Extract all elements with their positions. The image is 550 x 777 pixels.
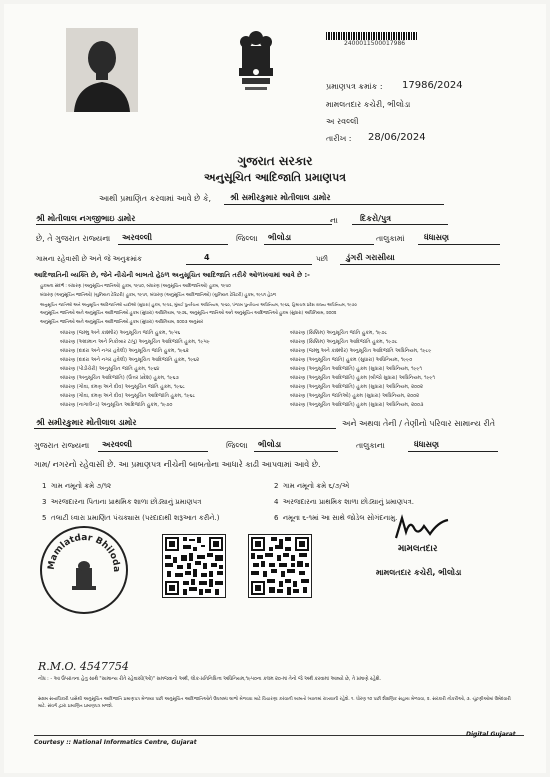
order-right: બંધારણ (અનુસૂચિત જાતિઓ) હુકમ (સુધારા) અધિનિયમ, ૨૦૦૨ bbox=[290, 393, 420, 399]
order-right: બંધારણ (અનુસૂચિત આદિજાતિ) હુકમ (સુધારા) અધિનિયમ, ૨૦૦૨ bbox=[290, 384, 423, 390]
order-line: બંધારણ (અનુસૂચિત જાતિઓ) (યુનિયન ટેરિટરી) હુકમ, ૧૯૫૧, બંધારણ (અનુસૂચિત આદિજાતિઓ) (યુનિયન ટેરિટરી) હુકમ, ૧૯૫૧ હેઠળ bbox=[40, 293, 277, 298]
basis-text: તલાટી ધ્વારા પ્રમાણિત પંચક્યાસ (પરદાદાથી શરૂઆત કરીને.) bbox=[50, 514, 220, 522]
basis-num: 6 bbox=[274, 514, 279, 522]
footer-note: નોંધ : - આ ઉપરાંતના હેતુ સાથે "સામાન્ય રીતે રહેવાસી(ઓ)" સમજવાનો અર્થ, લોક-પ્રતિનિધિત્વ અધિનિયમ,૧૯૫૦ના કલમ ૨૦-માં તેનો જે અર્થ કરવામાં આવ્યો છે, તે પ્રમાણે રહેશે. bbox=[38, 677, 382, 682]
basis-num: 3 bbox=[42, 498, 47, 506]
basis-item bbox=[42, 514, 219, 523]
order-line: હુકમના સંદર્ભ : બંધારણ (અનુસૂચિત જાતિઓ) હુકમ, ૧૯૫૦, બંધારણ (અનુસૂચિત આદિજાતિઓ) હુકમ, ૧૯૫૦ bbox=[40, 284, 231, 289]
of-label: ના bbox=[330, 216, 338, 225]
order-line: અનુસૂચિત જાતિઓ અને અનુસૂચિત આદિજાતિઓ યાદીઓ (સુધારા) હુકમ, ૧૯૫૬, મુંબઈ પુનર્રચના અધિનિયમ, ૧૯૬૦, પંજાબ પુનર્રચના અધિનિયમ, ૧૯૬૬, હિમાચલ પ્રદેશ રાજ્ય અધિનિયમ, ૧૯૭૦ bbox=[40, 302, 357, 307]
intro-text: આથી પ્રમાણિત કરવામાં આવે છે કે, bbox=[99, 194, 212, 203]
basis-text: અરજદારના પિતાના પ્રાથમિક શાળા છોડ્યાનું પ્રમાણપત્ર bbox=[50, 498, 202, 506]
district-label-2: જિલ્લા bbox=[226, 441, 248, 450]
taluka-label-2: તાલુકાના bbox=[356, 441, 385, 450]
barcode-number: 2400011500017986 bbox=[344, 40, 406, 47]
seal-text: Mamlatdar Bhiloda bbox=[46, 532, 122, 573]
basis-text: ગામ નમૂનો ક્રમે ૭/૧૨ bbox=[50, 482, 112, 490]
basis-num: 2 bbox=[274, 482, 279, 490]
signature-mark bbox=[392, 514, 452, 544]
order-left: બંધારણ (ગોવા, દમણ અને દીવ) અનુસૂચિત આદિજાતિ હુકમ, ૧૯૬૮ bbox=[60, 393, 196, 399]
order-line: અનુસૂચિત જાતિઓ અને અનુસૂચિત આદિજાતિઓ હુકમ (સુધારા) અધિનિયમ, ૨૦૦૩ અનુસાર bbox=[40, 320, 204, 325]
government-title: ગુજરાત સરકાર bbox=[237, 154, 313, 168]
certificate-title: અનુસૂચિત આદિજાતિ પ્રમાણપત્ર bbox=[203, 171, 347, 184]
taluka-underline bbox=[264, 233, 374, 245]
order-left: બંધારણ (ગોવા, દમણ અને દીવ) અનુસૂચિત જાતિ હુકમ, ૧૯૬૮ bbox=[60, 384, 185, 390]
applicant-name-repeat: શ્રી સમીરકુમાર મોતીલાલ ડામોર bbox=[36, 418, 137, 427]
village: ધંધાસણ bbox=[424, 233, 450, 242]
order-right: બંધારણ (સિક્કિમ) અનુસૂચિત આદિજાતિ હુકમ, ૧૯૭૮ bbox=[290, 339, 398, 345]
basis-text: અરજદારના પ્રાથમિક શાળા છોડ્યાનું પ્રમાણપત્ર. bbox=[282, 498, 415, 506]
village-2: ધંધાસણ bbox=[414, 440, 440, 449]
order-left: બંધારણ (નાગાલેન્ડ) અનુસૂચિત આદિજાતિ હુકમ, ૧૯૭૦ bbox=[60, 402, 173, 408]
district-2: અરવલ્લી bbox=[102, 440, 133, 449]
barcode bbox=[326, 32, 418, 40]
order-right: બંધારણ (અનુસૂચિત આદિજાતિ) હુકમ (બીજો સુધારા) અધિનિયમ, ૧૯૯૧ bbox=[290, 375, 435, 381]
order-left: બંધારણ (પોંડીચેરી) અનુસૂચિત જાતિ હુકમ, ૧૯૬૪ bbox=[60, 366, 160, 372]
basis-text: ગામ નમૂનો ક્રમે ૬/૭/એ bbox=[282, 482, 350, 490]
serial-number: 4 bbox=[204, 253, 210, 262]
order-left: બંધારણ (દાદરા અને નગર હવેલી) અનુસૂચિત આદિજાતિ હુકમ, ૧૯૬૨ bbox=[60, 357, 200, 363]
village-label: ગામના રહેવાસી છે અને જે અનુક્રમાંક bbox=[36, 255, 142, 263]
national-emblem-icon bbox=[236, 28, 276, 98]
place-name: અ રવલ્લી bbox=[326, 117, 359, 126]
order-left: બંધારણ (અંદામાન અને નિકોબાર ટાપુ) અનુસૂચિત આદિજાતિ હુકમ, ૧૯૫૯ bbox=[60, 339, 210, 345]
order-right: બંધારણ (અનુસૂચિત જાતિ) હુકમ (સુધારા) અધિનિયમ, ૧૯૯૦ bbox=[290, 357, 413, 363]
taluka: ભીલોડા bbox=[268, 233, 292, 242]
recognized-text: આદિજાતિની વ્યક્તિ છે, જેને નીચેની બાબતો હેઠળ અનુસૂચિત આદિજાતિ તરીકે ઓળખવામાં આવે છે :- bbox=[34, 271, 310, 279]
certificate-number-label: પ્રમાણપત્ર ક્રમાંક : bbox=[326, 82, 383, 91]
village2-underline bbox=[408, 440, 498, 452]
serial-underline bbox=[186, 253, 312, 265]
order-right: બંધારણ (અનુસૂચિત આદિજાતિ) હુકમ (સુધારા) અધિનિયમ, ૧૯૯૧ bbox=[290, 366, 422, 372]
village-underline bbox=[418, 233, 500, 245]
tribe-label: પછી bbox=[316, 255, 328, 263]
certificate-page bbox=[4, 4, 546, 773]
district-underline bbox=[118, 233, 228, 245]
taluka2-underline bbox=[254, 440, 338, 452]
order-left: બંધારણ (અનુસૂચિત આદિજાતિ) (ઉત્તર પ્રદેશ) હુકમ, ૧૯૬૭ bbox=[60, 375, 179, 381]
footer-paragraph: સક્ષમ સત્તાધિકારી પાસેથી અનુસૂચિત આદિજાતિ પ્રમાણપત્ર મેળવ્યા પછી અનુસૂચિત આદિજાતિઓને ઉપલબ્ધ લાભો મેળવવા માટે વિચારણા કરવાની બાબતો ધ્યાનમાં રાખવાની રહેશે. ૧. ધોરણ ૧૦ પછી શૈક્ષણિક સહાય મેળવવા, ૨. સરકારી નોકરીઓ, ૩. ચૂંટણીઓમાં ઉમેદવારી માટે. સંવર્ગ દ્વારા પ્રમાણિત પ્રમાણપત્ર મળશે. bbox=[38, 697, 511, 709]
taluka-label: તાલુકામાં bbox=[376, 234, 405, 243]
date-label: તારીખ : bbox=[326, 134, 352, 143]
issue-date: 28/06/2024 bbox=[368, 132, 426, 143]
district-label: જિલ્લા bbox=[236, 234, 258, 243]
applicant-name: શ્રી સમીરકુમાર મોતીલાલ ડામોર bbox=[230, 193, 331, 202]
father-underline bbox=[36, 213, 332, 225]
basis-item bbox=[42, 498, 201, 507]
basis-text: નમૂના ૬-૧માં આ સાથે જોડેલ સોગંદનામુ. bbox=[282, 514, 398, 522]
office-name: મામલતદાર કચેરી, ભીલોડા bbox=[326, 100, 411, 109]
taluka-2: ભીલોડા bbox=[258, 440, 282, 449]
qr-code bbox=[162, 534, 226, 598]
signatory-title: મામલતદાર bbox=[398, 544, 438, 554]
basis-item bbox=[274, 482, 349, 491]
handwritten-note: R.M.O. 4547754 bbox=[38, 660, 129, 673]
name-underline bbox=[224, 193, 444, 205]
order-right: બંધારણ (જમ્મુ અને કાશ્મીર) અનુસૂચિત આદિજાતિ અધિનિયમ, ૧૯૮૯ bbox=[290, 348, 432, 354]
relation: દિકરો/પુત્ર bbox=[360, 214, 392, 223]
basis-item bbox=[274, 498, 414, 507]
relation-underline bbox=[352, 213, 448, 225]
resident-text: ગામ/ નગરનો રહેવાસી છે. આ પ્રમાણપત્ર નીચેની બાબતોના આધારે કાઢી આપવામાં આવે છે. bbox=[34, 460, 321, 469]
order-right: બંધારણ (અનુસૂચિત આદિજાતિ) હુકમ (સુધારા) અધિનિયમ, ૨૦૦૩ bbox=[290, 402, 424, 408]
order-left: બંધારણ (દાદરા અને નગર હવેલી) અનુસૂચિત જાતિ હુકમ, ૧૯૬૨ bbox=[60, 348, 189, 354]
basis-num: 5 bbox=[42, 514, 47, 522]
state-label: છે, તે ગુજરાત રાજ્યના bbox=[36, 234, 111, 243]
courtesy-text: Courtesy :: National Informatics Centre, Gujarat bbox=[34, 739, 197, 746]
basis-item bbox=[42, 482, 111, 491]
district2-underline bbox=[98, 440, 208, 452]
order-left: બંધારણ (જમ્મુ અને કાશ્મીર) અનુસૂચિત જાતિ હુકમ, ૧૯૫૬ bbox=[60, 330, 181, 336]
order-line: અનુસૂચિત જાતિઓ અને અનુસૂચિત આદિજાતિઓ હુકમ (સુધારા) અધિનિયમ, ૧૯૭૬, અનુસૂચિત જાતિઓ અને અનુસૂચિત આદિજાતિઓ હુકમ (સુધારા) અધિનિયમ, ૨૦૦૨ bbox=[40, 311, 337, 316]
tribe-underline bbox=[340, 253, 500, 265]
state-label-2: ગુજરાત રાજ્યના bbox=[34, 441, 90, 450]
family-text: અને અથવા તેની / તેણીનો પરિવાર સામાન્ય રીતે bbox=[342, 419, 496, 428]
order-right: બંધારણ (સિક્કિમ) અનુસૂચિત જાતિ હુકમ, ૧૯૭૮ bbox=[290, 330, 388, 336]
district: અરવલ્લી bbox=[122, 233, 153, 242]
basis-num: 4 bbox=[274, 498, 279, 506]
certificate-number: 17986/2024 bbox=[402, 80, 463, 91]
official-seal bbox=[40, 526, 128, 614]
footer-rule bbox=[34, 735, 524, 736]
applicant-photo bbox=[66, 28, 138, 112]
basis-num: 1 bbox=[42, 482, 47, 490]
name2-underline bbox=[34, 417, 336, 429]
father-name: શ્રી મોતીલાલ નગજીભાઇ ડામોર bbox=[36, 214, 136, 223]
basis-item bbox=[274, 514, 397, 523]
tribe-name: ડુંગરી ગરાસીયા bbox=[346, 253, 395, 262]
qr-code bbox=[248, 534, 312, 598]
digital-gujarat: Digital Gujarat bbox=[466, 731, 516, 738]
signatory-office: મામલતદાર કચેરી, ભીલોડા bbox=[376, 568, 462, 577]
